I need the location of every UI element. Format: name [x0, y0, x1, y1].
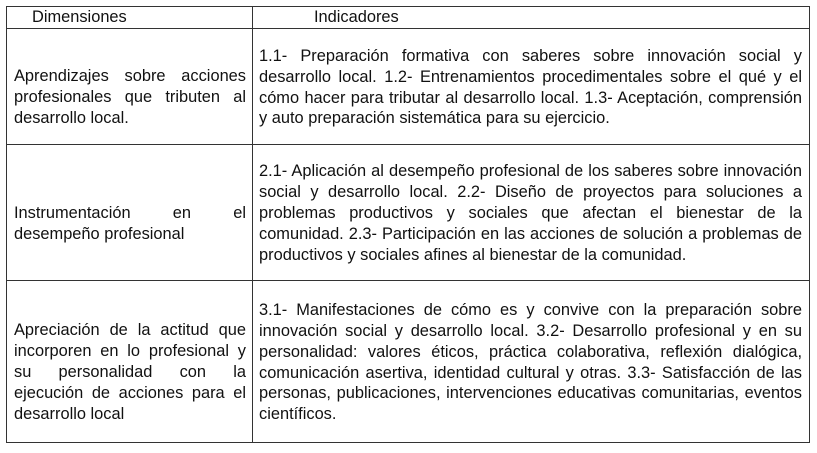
header-indicators: Indicadores: [253, 7, 810, 29]
dimension-cell: Aprendizajes sobre acciones profesionales que tributen al desarrollo local.: [7, 29, 253, 145]
dimension-cell: Apreciación de la actitud que incorporen en lo profesional y su personalidad con la ejecución de acciones para el desarrollo local: [7, 281, 253, 443]
header-dimensions: Dimensiones: [7, 7, 253, 29]
indicators-cell: 2.1- Aplicación al desempeño profesional de los saberes sobre innovación social y desarrollo local. 2.2- Diseño de proyectos para soluciones a problemas productivos y sociales que afectan el bienestar de la comunidad. 2.3- Participación en las acciones de solución a problemas de productivos y sociales afines al bienestar de la comunidad.: [253, 145, 810, 281]
indicators-cell: 1.1- Preparación formativa con saberes sobre innovación social y desarrollo local. 1.2- Entrenamientos procedimentales sobre el qué y el cómo hacer para tributar al desarrollo local. 1.3- Aceptación, comprensión y auto preparación sistemática para su ejercicio.: [253, 29, 810, 145]
dimensions-indicators-table: [6, 6, 810, 443]
dimensions-indicators-table-container: [6, 6, 810, 443]
indicators-cell: 3.1- Manifestaciones de cómo es y convive con la preparación sobre innovación social y desarrollo local. 3.2- Desarrollo profesional y en su personalidad: valores éticos, práctica colaborativa, reflexión dialógica, comunicación asertiva, identidad cultural y otras. 3.3- Satisfacción de las personas, publicaciones, intervenciones educativas comunitarias, eventos científicos.: [253, 281, 810, 443]
dimension-cell: Instrumentación en el desempeño profesional: [7, 145, 253, 281]
table-header-row: [7, 7, 810, 29]
table-row: [7, 281, 810, 443]
table-row: [7, 145, 810, 281]
table-row: [7, 29, 810, 145]
